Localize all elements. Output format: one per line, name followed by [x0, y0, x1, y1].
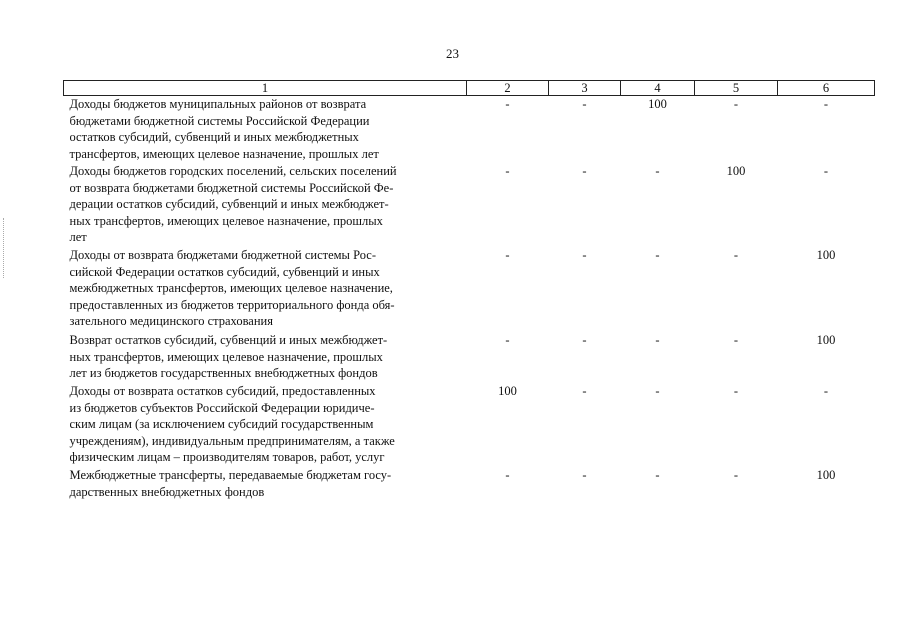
cell-col-5: -	[733, 468, 739, 482]
cell-col-6: 100	[816, 333, 836, 347]
cell-col-2: -	[505, 248, 510, 262]
revenue-distribution-table	[63, 80, 875, 501]
row-description	[64, 96, 467, 164]
cell-col-6: -	[823, 97, 829, 111]
description-line: зательного медицинского страхования	[69, 314, 273, 329]
cell-col-2: -	[505, 97, 510, 111]
cell-col-6: 100	[816, 468, 836, 482]
cell-col-5: -	[733, 248, 739, 262]
cell-col-2: -	[505, 468, 510, 482]
row-description	[64, 332, 467, 383]
margin-mark	[3, 218, 5, 278]
description-line: трансфертов, имеющих целевое назначение, прошлых лет	[69, 146, 379, 161]
description-line: учреждениям), индивидуальным предпринимателям, а также	[69, 433, 395, 448]
col-header-3: 3	[549, 81, 621, 96]
cell-col-2: -	[505, 333, 510, 347]
description-line: Возврат остатков субсидий, субвенций и иных межбюджет-	[69, 333, 388, 347]
row-description	[64, 467, 467, 501]
table-row	[64, 467, 875, 501]
description-line: предоставленных из бюджетов территориального фонда обя-	[69, 297, 395, 312]
cell-col-5: -	[733, 333, 739, 347]
description-line: Доходы бюджетов городских поселений, сельских поселений	[69, 164, 397, 178]
description-line: Доходы от возврата остатков субсидий, предоставленных	[69, 384, 376, 398]
col-header-4: 4	[621, 81, 695, 96]
cell-col-6: -	[823, 384, 829, 398]
cell-col-3: -	[582, 248, 587, 262]
cell-col-6: -	[823, 164, 829, 178]
cell-col-4: -	[655, 164, 660, 178]
table-row	[64, 383, 875, 467]
cell-col-3: -	[582, 333, 587, 347]
description-line: Доходы от возврата бюджетами бюджетной системы Рос-	[69, 248, 376, 262]
table-row	[64, 332, 875, 383]
cell-col-4: -	[655, 248, 660, 262]
description-line: остатков субсидий, субвенций и иных межбюджетных	[69, 130, 359, 145]
table-row	[64, 163, 875, 247]
description-line: дарственных внебюджетных фондов	[69, 484, 265, 499]
description-line: межбюджетных трансфертов, имеющих целевое назначение,	[69, 281, 393, 296]
table-row	[64, 96, 875, 164]
description-line: дерации остатков субсидий, субвенций и иных межбюджет-	[69, 197, 389, 212]
description-line: Доходы бюджетов муниципальных районов от возврата	[69, 97, 367, 111]
description-line: Межбюджетные трансферты, передаваемые бюджетам госу-	[69, 468, 392, 482]
row-description	[64, 383, 467, 467]
col-header-6: 6	[778, 81, 875, 96]
description-line: сийской Федерации остатков субсидий, субвенций и иных	[69, 264, 380, 279]
col-header-1: 1	[64, 81, 467, 96]
cell-col-4: 100	[648, 97, 667, 111]
description-line: лет из бюджетов государственных внебюджетных фондов	[69, 366, 378, 381]
cell-col-5: 100	[726, 164, 746, 178]
cell-col-3: -	[582, 468, 587, 482]
col-header-2: 2	[467, 81, 549, 96]
row-description	[64, 247, 467, 332]
cell-col-5: -	[733, 97, 739, 111]
description-line: ных трансфертов, имеющих целевое назначение, прошлых	[69, 213, 383, 228]
page-number: 23	[446, 46, 459, 61]
description-line: лет	[69, 230, 87, 245]
description-line: бюджетами бюджетной системы Российской Федерации	[69, 113, 370, 128]
cell-col-3: -	[582, 164, 587, 178]
cell-col-2: -	[505, 164, 510, 178]
cell-col-2: 100	[498, 384, 517, 398]
cell-col-6: 100	[816, 248, 836, 262]
cell-col-4: -	[655, 384, 660, 398]
description-line: ных трансфертов, имеющих целевое назначение, прошлых	[69, 349, 383, 364]
table-row	[64, 247, 875, 332]
cell-col-3: -	[582, 384, 587, 398]
table-header-row	[64, 81, 875, 96]
cell-col-4: -	[655, 468, 660, 482]
cell-col-3: -	[582, 97, 587, 111]
row-description	[64, 163, 467, 247]
description-line: от возврата бюджетами бюджетной системы Российской Фе-	[69, 180, 394, 195]
description-line: ским лицам (за исключением субсидий государственным	[69, 417, 374, 432]
description-line: из бюджетов субъектов Российской Федерации юридиче-	[69, 400, 375, 415]
cell-col-5: -	[733, 384, 739, 398]
col-header-5: 5	[695, 81, 778, 96]
cell-col-4: -	[655, 333, 660, 347]
description-line: физическим лицам – производителям товаров, работ, услуг	[69, 450, 385, 465]
